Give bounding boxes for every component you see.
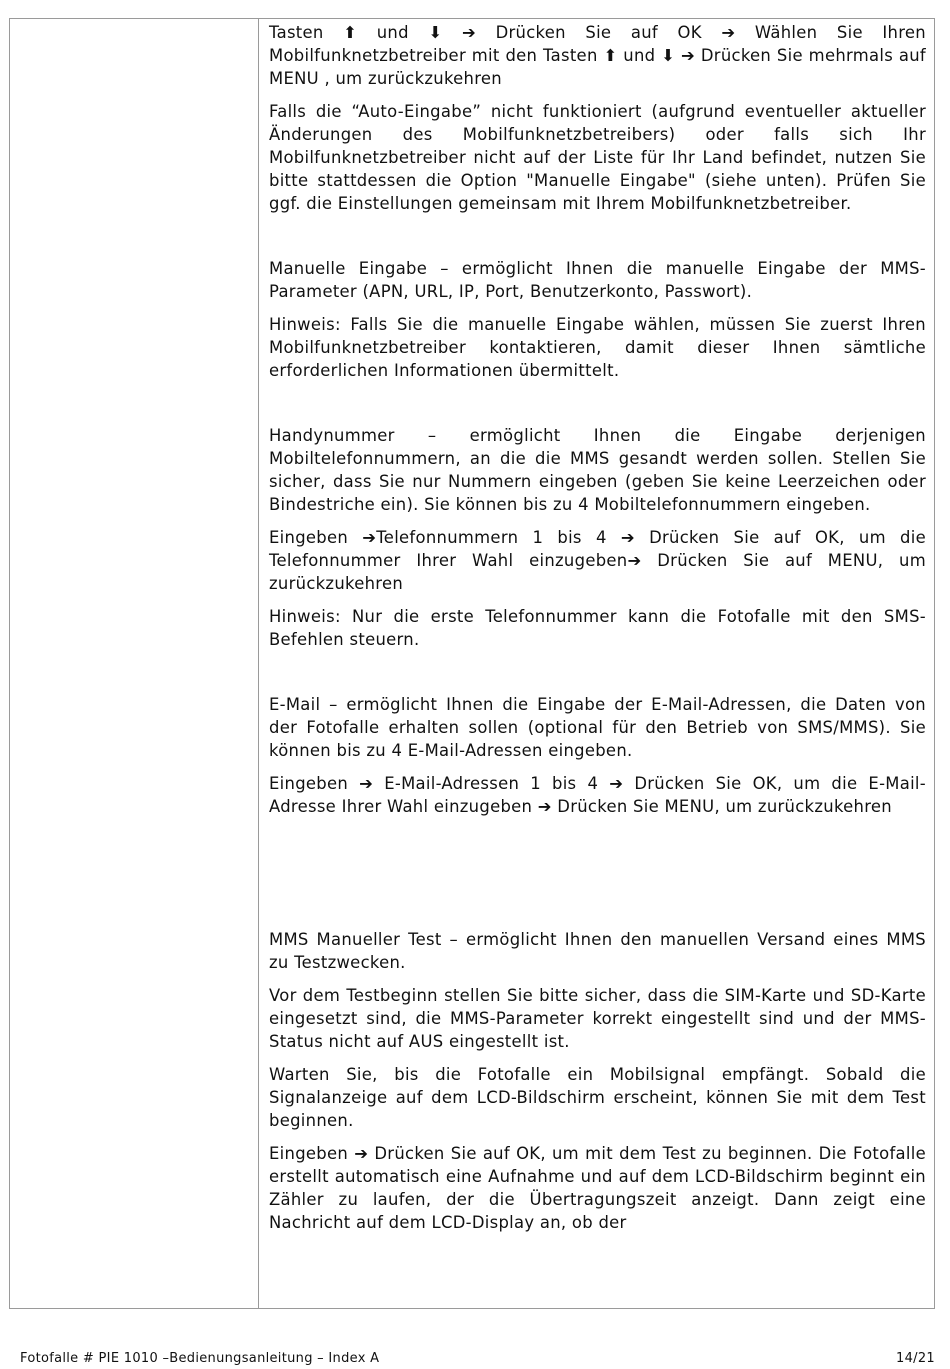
- section-manual-entry: [269, 257, 926, 382]
- section-mms-manual-test: [269, 928, 926, 1234]
- document-table: [9, 18, 935, 1309]
- paragraph: Handynummer – ermöglicht Ihnen die Eingabe derjenigen Mobiltelefonnummern, an die die MMS gesandt werden sollen. Stellen Sie sicher, dass Sie nur Nummern eingeben (geben Sie keine Leerzeichen oder Bindestriche ein). Sie können bis zu 4 Mobiltelefonnummern eingeben.: [269, 426, 926, 514]
- footer-document-title: Fotofalle # PIE 1010 –Bedienungsanleitung – Index A: [20, 1351, 380, 1366]
- paragraph: Hinweis: Falls Sie die manuelle Eingabe wählen, müssen Sie zuerst Ihren Mobilfunknetzbetreiber kontaktieren, damit dieser Ihnen sämtliche erforderlichen Informationen übermittelt.: [269, 315, 926, 380]
- footer-page-number: 14/21: [896, 1351, 935, 1366]
- section-phone-number: [269, 424, 926, 651]
- paragraph: E-Mail – ermöglicht Ihnen die Eingabe der E-Mail-Adressen, die Daten von der Fotofalle erhalten sollen (optional für den Betrieb von SMS/MMS). Sie können bis zu 4 E-Mail-Adressen eingeben.: [269, 695, 926, 760]
- section-email: [269, 693, 926, 818]
- paragraph: Tasten ⬆ und ⬇ ➔ Drücken Sie auf OK ➔ Wählen Sie Ihren Mobilfunknetzbetreiber mit den Tasten ⬆ und ⬇ ➔ Drücken Sie mehrmals auf MENU , um zurückzukehren: [269, 23, 926, 88]
- paragraph: Eingeben ➔ E-Mail-Adressen 1 bis 4 ➔ Drücken Sie OK, um die E-Mail-Adresse Ihrer Wahl einzugeben ➔ Drücken Sie MENU, um zurückzukehren: [269, 774, 926, 816]
- paragraph: Warten Sie, bis die Fotofalle ein Mobilsignal empfängt. Sobald die Signalanzeige auf dem LCD-Bildschirm erscheint, können Sie mit dem Test beginnen.: [269, 1065, 926, 1130]
- paragraph: MMS Manueller Test – ermöglicht Ihnen den manuellen Versand eines MMS zu Testzwecken.: [269, 930, 926, 972]
- paragraph: Eingeben ➔Telefonnummern 1 bis 4 ➔ Drücken Sie auf OK, um die Telefonnummer Ihrer Wahl einzugeben➔ Drücken Sie auf MENU, um zurückzukehren: [269, 528, 926, 593]
- table-content-cell: [269, 21, 926, 1244]
- paragraph: Vor dem Testbeginn stellen Sie bitte sicher, dass die SIM-Karte und SD-Karte eingesetzt sind, die MMS-Parameter korrekt eingestellt sind und der MMS-Status nicht auf AUS eingestellt ist.: [269, 986, 926, 1051]
- paragraph: Eingeben ➔ Drücken Sie auf OK, um mit dem Test zu beginnen. Die Fotofalle erstellt automatisch eine Aufnahme und auf dem LCD-Bildschirm beginnt ein Zähler zu laufen, der die Übertragungszeit anzeigt. Dann zeigt eine Nachricht auf dem LCD-Display an, ob der: [269, 1144, 926, 1232]
- paragraph: Hinweis: Nur die erste Telefonnummer kann die Fotofalle mit den SMS-Befehlen steuern.: [269, 607, 926, 649]
- column-divider: [258, 19, 259, 1308]
- paragraph: Manuelle Eingabe – ermöglicht Ihnen die manuelle Eingabe der MMS-Parameter (APN, URL, IP, Port, Benutzerkonto, Passwort).: [269, 259, 926, 301]
- paragraph: Falls die “Auto-Eingabe” nicht funktioniert (aufgrund eventueller aktueller Änderungen des Mobilfunknetzbetreibers) oder falls sich Ihr Mobilfunknetzbetreiber nicht auf der Liste für Ihr Land befindet, nutzen Sie bitte stattdessen die Option "Manuelle Eingabe" (siehe unten). Prüfen Sie ggf. die Einstellungen gemeinsam mit Ihrem Mobilfunknetzbetreiber.: [269, 102, 926, 213]
- section-operator-selection: [269, 21, 926, 215]
